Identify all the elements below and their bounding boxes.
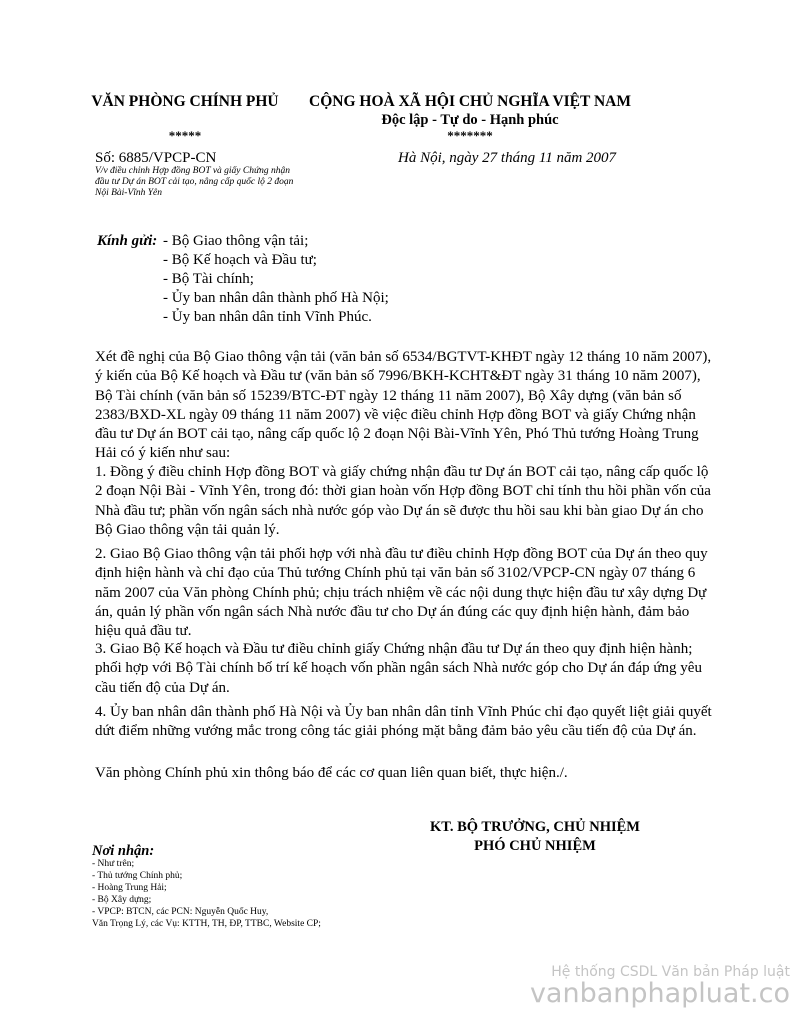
signature-position: PHÓ CHỦ NHIỆM [474, 838, 596, 854]
watermark-caption: Hệ thống CSDL Văn bản Pháp luật [551, 964, 790, 980]
document-date: Hà Nội, ngày 27 tháng 11 năm 2007 [398, 150, 617, 166]
receivers-list [92, 858, 321, 930]
receivers-title: Nơi nhận: [92, 843, 155, 859]
motto-stars-divider: ******* [447, 128, 493, 143]
closing-paragraph: Văn phòng Chính phủ xin thông báo để các cơ quan liên quan biết, thực hiện./. [95, 765, 568, 781]
receiver-item: - Thủ tướng Chính phủ; [92, 871, 183, 881]
document-subject: V/v điều chỉnh Hợp đồng BOT và giấy Chứng nhận đầu tư Dự án BOT cải tạo, nâng cấp quốc lộ 2 đoạn Nội Bài-Vĩnh Yên [95, 166, 294, 198]
national-title: CỘNG HOÀ XÃ HỘI CHỦ NGHĨA VIỆT NAM [309, 93, 631, 110]
recipient-item: - Bộ Kế hoạch và Đầu tư; [163, 252, 317, 268]
recipient-item: - Ủy ban nhân dân tỉnh Vĩnh Phúc. [163, 309, 372, 325]
recipient-item: - Ủy ban nhân dân thành phố Hà Nội; [163, 290, 389, 306]
recipient-item: - Bộ Tài chính; [163, 271, 254, 287]
recipients-label: Kính gửi: [97, 233, 158, 249]
recipients-block [97, 232, 389, 327]
body-paragraph-4: 4. Ủy ban nhân dân thành phố Hà Nội và Ủy ban nhân dân tỉnh Vĩnh Phúc chỉ đạo quyết liệt giải quyết dứt điểm những vướng mắc trong công tác giải phóng mặt bằng đảm bảo yêu cầu tiến độ của Dự án. [95, 704, 712, 740]
receiver-item: - Bộ Xây dựng; [92, 895, 152, 905]
watermark-site: vanbanphapluat.co [529, 978, 790, 1009]
national-motto: Độc lập - Tự do - Hạnh phúc [381, 112, 559, 128]
body-paragraph-1: 1. Đồng ý điều chỉnh Hợp đồng BOT và giấy chứng nhận đầu tư Dự án BOT cải tạo, nâng cấp quốc lộ 2 đoạn Nội Bài - Vĩnh Yên, trong đó: thời gian hoàn vốn Hợp đồng BOT chỉ tính thu hồi phần vốn của Nhà đầu tư; phần vốn ngân sách nhà nước góp vào Dự án sẽ được thu hồi sau khi bàn giao Dự án cho Bộ Giao thông vận tải quản lý. [95, 464, 711, 538]
receiver-item: - Như trên; [92, 859, 135, 869]
receiver-item: - VPCP: BTCN, các PCN: Nguyễn Quốc Huy, [92, 907, 269, 917]
body-paragraph-3: 3. Giao Bộ Kế hoạch và Đầu tư điều chỉnh giấy Chứng nhận đầu tư Dự án theo quy định hiện hành; phối hợp với Bộ Tài chính bố trí kế hoạch vốn phần ngân sách Nhà nước góp cho Dự án đáp ứng yêu cầu tiến độ của Dự án. [95, 641, 702, 696]
recipient-item: - Bộ Giao thông vận tải; [163, 233, 309, 249]
agency-stars-divider: ***** [168, 128, 202, 143]
issuing-agency-name: VĂN PHÒNG CHÍNH PHỦ [91, 93, 279, 110]
signature-title: KT. BỘ TRƯỞNG, CHỦ NHIỆM [430, 819, 640, 835]
signature-block [430, 818, 640, 856]
intro-paragraph: Xét đề nghị của Bộ Giao thông vận tải (văn bản số 6534/BGTVT-KHĐT ngày 12 tháng 10 năm 2007), ý kiến của Bộ Kế hoạch và Đầu tư (văn bản số 7996/BKH-KCHT&ĐT ngày 31 tháng 10 năm 2007), Bộ Tài chính (văn bản số 15239/BTC-ĐT ngày 12 tháng 11 năm 2007), Bộ Xây dựng (văn bản số 2383/BXD-XL ngày 09 tháng 11 năm 2007) về việc điều chỉnh Hợp đồng BOT và giấy Chứng nhận đầu tư Dự án BOT cải tạo, nâng cấp quốc lộ 2 đoạn Nội Bài-Vĩnh Yên, Phó Thủ tướng Hoàng Trung Hải có ý kiến như sau: [95, 349, 712, 462]
document-number: Số: 6885/VPCP-CN [95, 150, 217, 166]
receiver-item: - Hoàng Trung Hải; [92, 883, 167, 893]
body-paragraph-2: 2. Giao Bộ Giao thông vận tải phối hợp với nhà đầu tư điều chỉnh Hợp đồng BOT của Dự án theo quy định hiện hành và chỉ đạo của Thủ tướng Chính phủ tại văn bản số 3102/VPCP-CN ngày 07 tháng 6 năm 2007 của Văn phòng Chính phủ; chịu trách nhiệm về các nội dung thực hiện đầu tư xây dựng Dự án, quản lý phần vốn ngân sách Nhà nước đầu tư cho Dự án đúng các quy định hiện hành, đảm bảo hiệu quả đầu tư. [95, 546, 708, 640]
receiver-item: Văn Trọng Lý, các Vụ: KTTH, TH, ĐP, TTBC, Website CP; [92, 919, 321, 929]
